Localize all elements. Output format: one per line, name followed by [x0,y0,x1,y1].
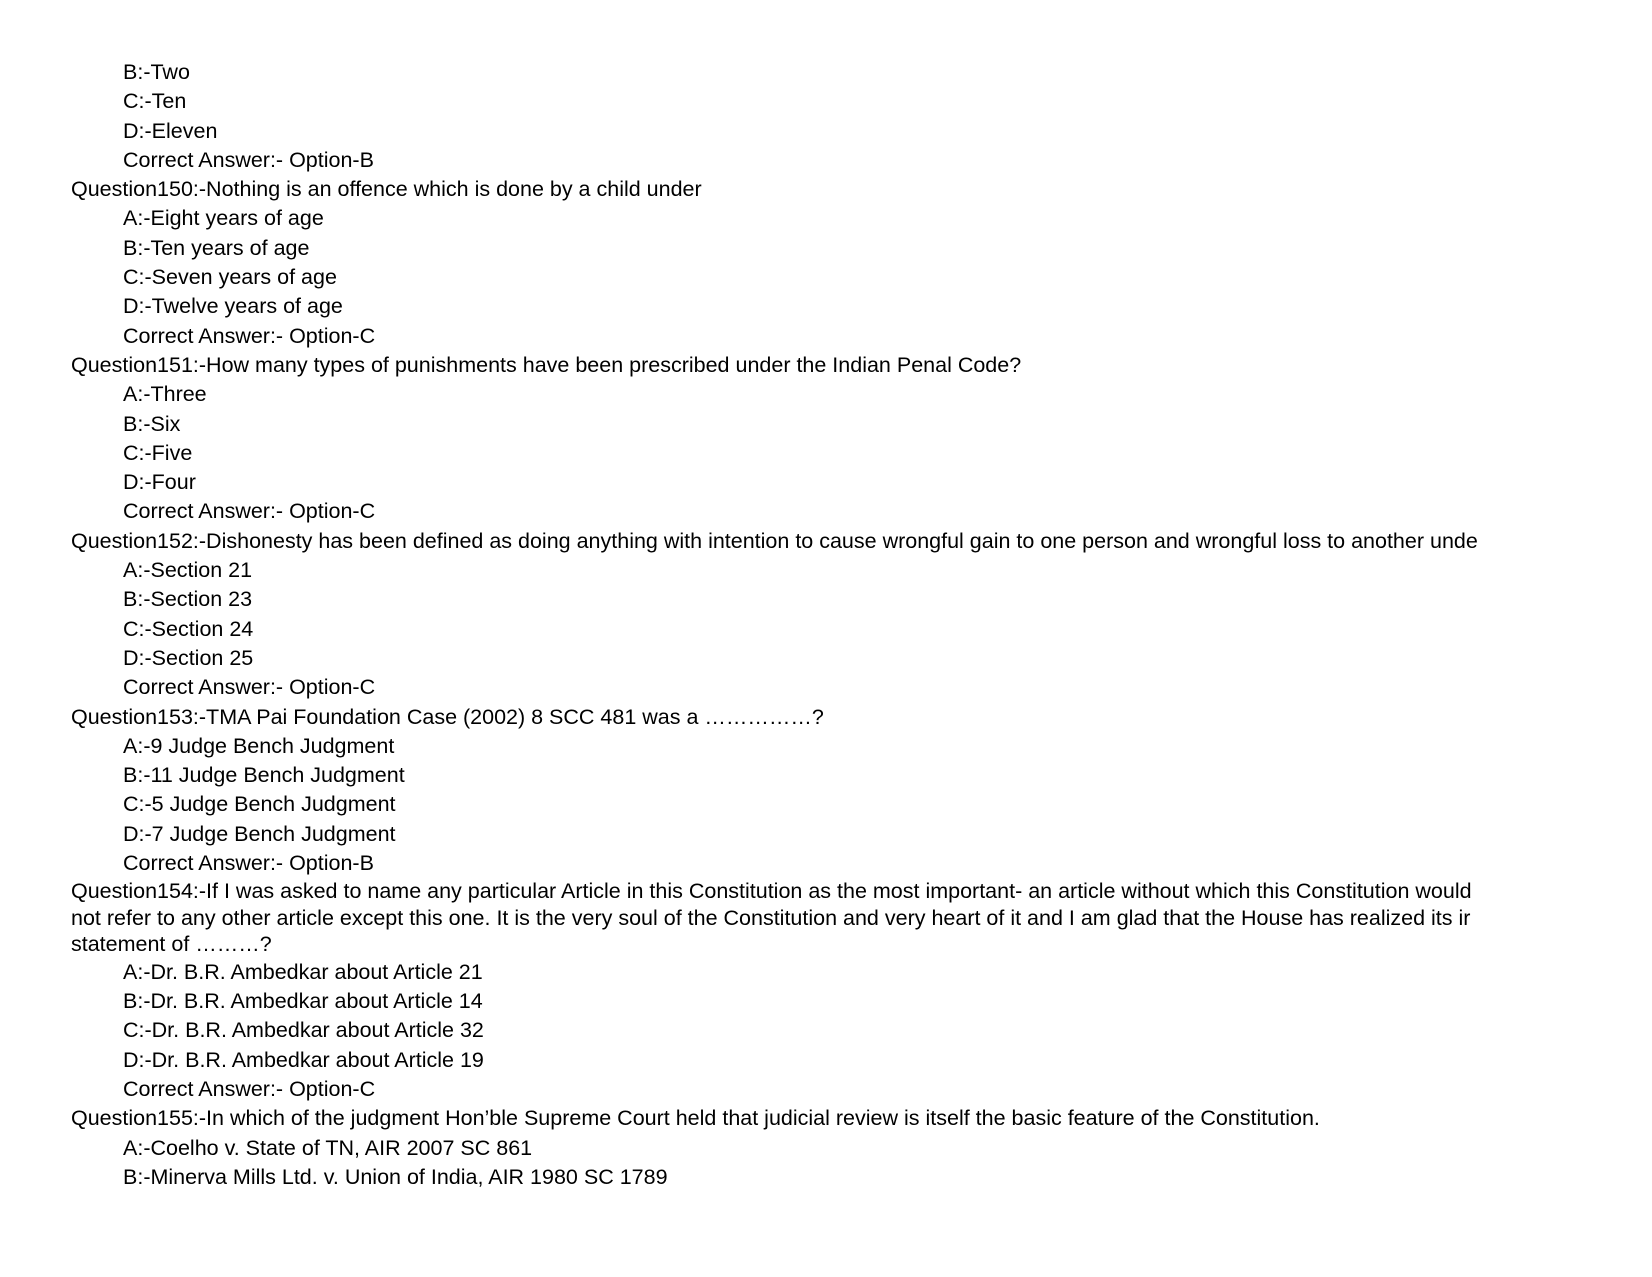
option-d: D:-Four [123,470,196,495]
correct-answer: Correct Answer:- Option-B [123,147,374,172]
correct-answer: Correct Answer:- Option-C [123,499,376,524]
question-text-line-2: not refer to any other article except this one. It is the very soul of the Constitution and very heart of it and I am glad that the House has realized its ir [71,905,1471,930]
option-c: C:-Seven years of age [123,265,337,290]
correct-answer: Correct Answer:- Option-C [123,675,376,700]
option-a: A:-Section 21 [123,558,253,583]
question-list [71,58,1600,1192]
option-a: A:-Dr. B.R. Ambedkar about Article 21 [123,959,483,984]
option-b: B:-Ten years of age [123,235,310,260]
option-b: B:-Six [123,411,181,436]
question-text: Question152:-Dishonesty has been defined as doing anything with intention to cause wrongful gain to one person and wrongful loss to another unde [71,528,1478,553]
option-d: D:-Dr. B.R. Ambedkar about Article 19 [123,1047,484,1072]
option-b: B:-11 Judge Bench Judgment [123,763,405,788]
question-text: Question153:-TMA Pai Foundation Case (2002) 8 SCC 481 was a ……………? [71,704,824,729]
option-a: A:-9 Judge Bench Judgment [123,733,395,758]
correct-answer: Correct Answer:- Option-C [123,1077,376,1101]
option-b: B:-Two [123,60,190,84]
question-text-line-1: Question154:-If I was asked to name any particular Article in this Constitution as the most important- an article without which this Constitution would [71,879,1472,904]
option-d: D:-Eleven [123,118,218,143]
option-d: D:-7 Judge Bench Judgment [123,821,396,846]
option-b: B:-Section 23 [123,587,253,612]
question-text: Question151:-How many types of punishments have been prescribed under the Indian Penal Code? [71,352,1022,377]
correct-answer: Correct Answer:- Option-C [123,323,376,348]
option-d: D:-Twelve years of age [123,294,343,319]
option-c: C:-5 Judge Bench Judgment [123,792,396,817]
question-text: Question155:-In which of the judgment Hon’ble Supreme Court held that judicial review is itself the basic feature of the Constitution. [71,1106,1320,1131]
correct-answer: Correct Answer:- Option-B [123,851,374,876]
option-a: A:-Eight years of age [123,206,324,231]
option-b: B:-Dr. B.R. Ambedkar about Article 14 [123,989,483,1014]
option-a: A:-Three [123,382,207,407]
option-c: C:-Five [123,440,193,465]
question-text-line-3: statement of ………? [71,932,272,957]
question-text: Question150:-Nothing is an offence which is done by a child under [71,177,702,202]
option-c: C:-Dr. B.R. Ambedkar about Article 32 [123,1018,484,1043]
option-b: B:-Minerva Mills Ltd. v. Union of India, AIR 1980 SC 1789 [123,1164,668,1189]
option-a: A:-Coelho v. State of TN, AIR 2007 SC 861 [123,1135,533,1160]
option-c: C:-Section 24 [123,616,254,641]
option-c: C:-Ten [123,89,187,114]
option-d: D:-Section 25 [123,645,254,670]
